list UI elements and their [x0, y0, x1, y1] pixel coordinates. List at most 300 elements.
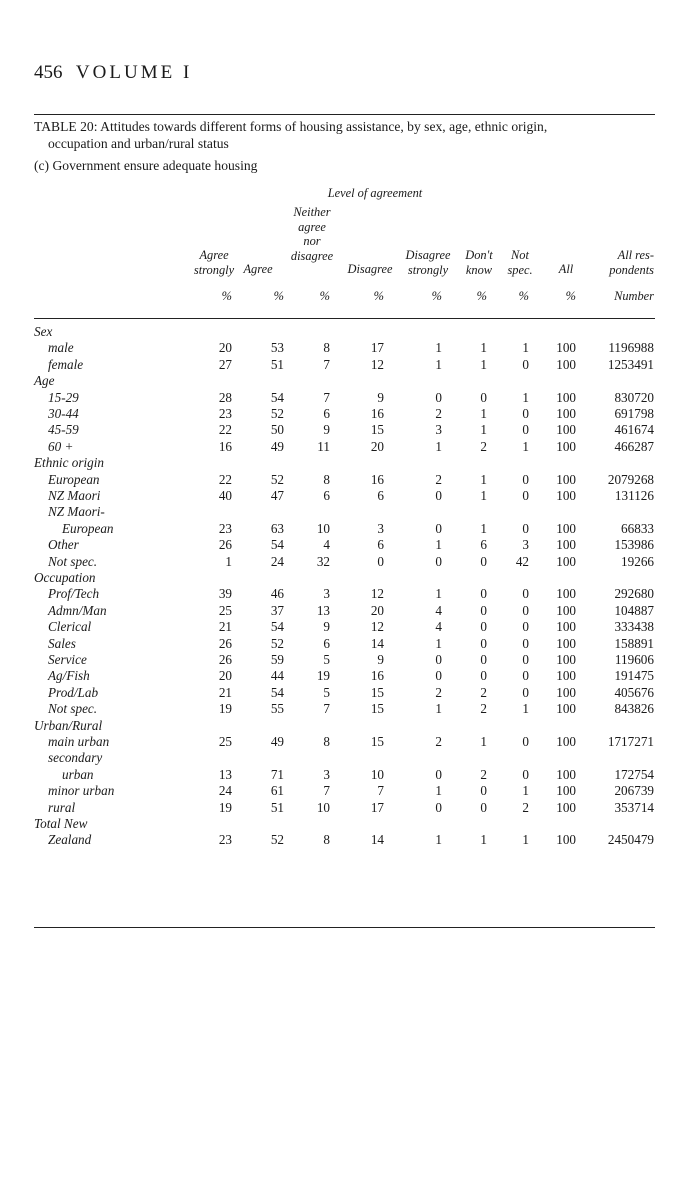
cell-neither: 3 [323, 586, 330, 602]
cell-dont-know: 1 [480, 734, 487, 749]
table-row [0, 422, 700, 438]
cell-agree: 37 [270, 602, 284, 618]
header-not-spec-line2: spec. [507, 262, 533, 277]
caption-line-2: occupation and urban/rural status [48, 135, 229, 151]
unit-dont-know: % [476, 289, 487, 303]
unit-not-spec: % [518, 289, 529, 303]
table-row [0, 406, 700, 422]
cell-all-respondents: 1717271 [607, 734, 654, 749]
cell-disagree-strongly: 1 [435, 701, 442, 717]
cell-agree-strongly: 20 [218, 340, 232, 356]
cell-dont-know: 0 [480, 389, 487, 405]
bottom-rule [34, 927, 655, 928]
cell-not-spec: 1 [522, 783, 529, 799]
cell-agree: 61 [270, 783, 284, 799]
table-row [0, 521, 700, 537]
cell-neither: 13 [316, 602, 330, 618]
cell-neither: 8 [323, 832, 330, 848]
cell-neither: 5 [323, 684, 330, 700]
cell-not-spec: 0 [522, 602, 529, 618]
table-group-label [0, 324, 700, 340]
cell-agree-strongly: 24 [218, 783, 232, 799]
cell-agree: 49 [270, 438, 284, 454]
cell-agree: 52 [270, 635, 284, 651]
cell-dont-know: 0 [480, 602, 487, 618]
cell-disagree-strongly: 4 [435, 619, 442, 635]
cell-agree: 54 [270, 537, 284, 553]
header-agree-strongly-line1: Agree [199, 248, 229, 262]
cell-disagree: 15 [370, 734, 384, 749]
row-label: Total New [34, 816, 88, 831]
row-label: Sex [34, 324, 53, 339]
table-row [0, 668, 700, 684]
cell-all-respondents: 830720 [614, 389, 654, 405]
row-label: NZ Maori- [48, 504, 105, 520]
table-row [0, 701, 700, 717]
table-row [0, 619, 700, 635]
cell-not-spec: 0 [522, 619, 529, 635]
cell-agree: 54 [270, 619, 284, 635]
cell-disagree-strongly: 0 [435, 668, 442, 684]
cell-neither: 11 [317, 438, 330, 454]
cell-dont-know: 1 [480, 406, 487, 421]
cell-all: 100 [556, 635, 576, 651]
header-dont-know-line1: Don't [465, 248, 493, 262]
cell-not-spec: 0 [522, 586, 529, 602]
cell-not-spec: 0 [522, 668, 529, 684]
row-label: European [48, 471, 100, 487]
caption-line-1: TABLE 20: Attitudes towards different forms of housing assistance, by sex, age, ethnic origin, [34, 119, 548, 134]
cell-disagree: 12 [370, 586, 384, 602]
cell-disagree-strongly: 1 [435, 438, 442, 454]
cell-agree: 52 [270, 471, 284, 487]
cell-all: 100 [556, 471, 576, 487]
row-label: secondary [48, 750, 103, 766]
row-label: Ethnic origin [34, 455, 104, 471]
cell-not-spec: 0 [522, 356, 529, 372]
cell-agree-strongly: 27 [218, 356, 232, 372]
cell-neither: 7 [323, 389, 330, 405]
header-not-spec-line1: Not [511, 248, 529, 262]
header-agree: Agree [243, 262, 273, 276]
cell-all-respondents: 172754 [614, 766, 654, 782]
cell-agree-strongly: 23 [218, 832, 232, 848]
cell-all-respondents: 405676 [614, 684, 654, 700]
cell-disagree: 15 [370, 701, 384, 717]
cell-disagree-strongly: 2 [435, 471, 442, 487]
cell-dont-know: 2 [480, 766, 487, 782]
row-label: Zealand [48, 832, 92, 848]
row-label: 15-29 [48, 389, 79, 405]
table-row [0, 800, 700, 816]
cell-disagree-strongly: 0 [435, 488, 442, 503]
cell-agree-strongly: 19 [218, 799, 232, 815]
cell-dont-know: 0 [480, 586, 487, 602]
cell-dont-know: 0 [480, 668, 487, 684]
cell-neither: 10 [316, 799, 330, 815]
header-all-respondents-line1: All res- [617, 248, 654, 262]
cell-all: 100 [556, 422, 576, 438]
cell-not-spec: 0 [522, 471, 529, 487]
row-label: Admn/Man [48, 602, 107, 618]
cell-dont-know: 1 [480, 471, 487, 487]
row-label: Not spec. [48, 553, 98, 569]
cell-all: 100 [556, 701, 576, 717]
cell-disagree-strongly: 1 [435, 832, 442, 848]
cell-not-spec: 1 [522, 389, 529, 405]
row-label: Ag/Fish [48, 668, 90, 684]
header-dont-know-line2: know [465, 262, 493, 277]
header-disagree-strongly-line1: Disagree [405, 248, 451, 262]
row-label: Sales [48, 635, 76, 651]
cell-all: 100 [556, 553, 576, 569]
cell-agree-strongly: 25 [218, 602, 232, 618]
cell-not-spec: 42 [515, 553, 529, 569]
cell-disagree-strongly: 0 [435, 520, 442, 536]
cell-all-respondents: 206739 [614, 783, 654, 799]
cell-agree: 54 [270, 684, 284, 700]
cell-disagree: 3 [377, 520, 384, 536]
cell-all: 100 [556, 832, 576, 848]
cell-disagree: 10 [370, 766, 384, 782]
cell-all: 100 [556, 619, 576, 635]
cell-neither: 9 [323, 619, 330, 635]
cell-not-spec: 0 [522, 406, 529, 421]
cell-agree: 71 [270, 766, 284, 782]
row-label: male [48, 340, 74, 356]
cell-disagree-strongly: 1 [435, 356, 442, 372]
cell-agree-strongly: 40 [218, 488, 232, 503]
row-label: main urban [48, 734, 110, 749]
cell-agree: 51 [270, 799, 284, 815]
table-row [0, 783, 700, 799]
table-row [0, 685, 700, 701]
cell-agree-strongly: 20 [218, 668, 232, 684]
table-group-label [0, 570, 700, 586]
cell-agree: 52 [270, 406, 284, 421]
unit-all: % [565, 289, 576, 303]
table-row [0, 357, 700, 373]
table-group-label [0, 718, 700, 734]
cell-neither: 5 [323, 652, 330, 667]
cell-all: 100 [556, 602, 576, 618]
cell-disagree: 15 [370, 422, 384, 438]
cell-disagree: 14 [370, 832, 384, 848]
cell-dont-know: 0 [480, 783, 487, 799]
table-row [0, 537, 700, 553]
table-group-label [0, 373, 700, 389]
cell-all: 100 [556, 520, 576, 536]
cell-not-spec: 0 [522, 684, 529, 700]
cell-disagree-strongly: 0 [435, 766, 442, 782]
cell-all-respondents: 353714 [614, 799, 654, 815]
table-subcaption: (c) Government ensure adequate housing [34, 158, 258, 173]
table-row [0, 767, 700, 783]
cell-agree: 24 [270, 553, 284, 569]
cell-disagree-strongly: 4 [435, 602, 442, 618]
cell-all: 100 [556, 652, 576, 667]
cell-neither: 8 [323, 340, 330, 356]
cell-dont-know: 0 [480, 635, 487, 651]
cell-agree: 53 [270, 340, 284, 356]
cell-all-respondents: 2450479 [607, 832, 654, 848]
cell-disagree-strongly: 3 [435, 422, 442, 438]
row-label: European [62, 520, 114, 536]
cell-dont-know: 6 [480, 537, 487, 553]
cell-dont-know: 1 [480, 832, 487, 848]
cell-disagree: 12 [370, 356, 384, 372]
cell-agree: 55 [270, 701, 284, 717]
cell-neither: 32 [316, 553, 330, 569]
cell-agree: 59 [270, 652, 284, 667]
cell-disagree-strongly: 0 [435, 652, 442, 667]
cell-neither: 6 [323, 488, 330, 503]
table-row [0, 340, 700, 356]
cell-disagree: 20 [370, 438, 384, 454]
cell-dont-know: 1 [480, 356, 487, 372]
cell-not-spec: 0 [522, 652, 529, 667]
cell-all-respondents: 1196988 [608, 340, 654, 356]
table-row [0, 652, 700, 668]
cell-neither: 8 [323, 471, 330, 487]
cell-all: 100 [556, 406, 576, 421]
cell-agree-strongly: 26 [218, 635, 232, 651]
cell-dont-know: 0 [480, 619, 487, 635]
cell-dont-know: 0 [480, 799, 487, 815]
cell-all: 100 [556, 340, 576, 356]
cell-agree-strongly: 19 [218, 701, 232, 717]
row-label: Prof/Tech [48, 586, 100, 602]
cell-all: 100 [556, 586, 576, 602]
table-row [0, 488, 700, 504]
row-label: urban [62, 766, 94, 782]
cell-disagree: 14 [370, 635, 384, 651]
cell-not-spec: 0 [522, 734, 529, 749]
header-disagree: Disagree [347, 262, 393, 276]
cell-agree: 50 [270, 422, 284, 438]
cell-agree-strongly: 23 [218, 406, 232, 421]
cell-disagree: 0 [377, 553, 384, 569]
cell-disagree-strongly: 0 [435, 799, 442, 815]
cell-dont-know: 0 [480, 553, 487, 569]
table-row [0, 832, 700, 848]
row-label: female [48, 356, 84, 372]
cell-disagree-strongly: 0 [435, 389, 442, 405]
cell-agree-strongly: 21 [218, 619, 232, 635]
cell-dont-know: 2 [480, 684, 487, 700]
cell-all: 100 [556, 389, 576, 405]
header-neither-line3: nor [303, 234, 321, 248]
cell-agree-strongly: 23 [218, 520, 232, 536]
row-label: NZ Maori [48, 488, 101, 503]
cell-all-respondents: 843826 [614, 701, 654, 717]
cell-all: 100 [556, 356, 576, 372]
cell-agree-strongly: 25 [218, 734, 232, 749]
cell-all-respondents: 2079268 [607, 471, 654, 487]
cell-neither: 8 [323, 734, 330, 749]
row-label: Urban/Rural [34, 717, 103, 733]
cell-disagree-strongly: 2 [435, 684, 442, 700]
cell-all-respondents: 153986 [614, 537, 654, 553]
cell-not-spec: 1 [522, 701, 529, 717]
cell-disagree-strongly: 1 [435, 340, 442, 356]
cell-agree-strongly: 21 [218, 684, 232, 700]
row-label: 30-44 [48, 406, 79, 421]
cell-agree-strongly: 39 [218, 586, 232, 602]
cell-all-respondents: 466287 [614, 438, 654, 454]
cell-not-spec: 1 [522, 438, 529, 454]
cell-disagree: 17 [370, 799, 384, 815]
unit-agree: % [273, 289, 284, 303]
cell-disagree: 16 [370, 471, 384, 487]
cell-not-spec: 1 [522, 340, 529, 356]
cell-not-spec: 0 [522, 488, 529, 503]
cell-disagree-strongly: 1 [435, 537, 442, 553]
cell-disagree-strongly: 1 [435, 783, 442, 799]
cell-all-respondents: 461674 [614, 422, 654, 438]
unit-neither: % [319, 289, 330, 303]
cell-disagree: 16 [370, 406, 384, 421]
header-all: All [558, 262, 574, 276]
cell-disagree: 15 [370, 684, 384, 700]
table-row [0, 439, 700, 455]
unit-agree-strongly: % [221, 289, 232, 303]
cell-all: 100 [556, 799, 576, 815]
cell-all-respondents: 158891 [614, 635, 654, 651]
table-group-label [0, 816, 700, 832]
cell-agree-strongly: 22 [218, 422, 232, 438]
cell-neither: 7 [323, 356, 330, 372]
cell-disagree-strongly: 1 [435, 586, 442, 602]
table-row [0, 734, 700, 750]
unit-disagree-strongly: % [431, 289, 442, 303]
cell-disagree: 9 [377, 389, 384, 405]
row-label: Not spec. [48, 701, 98, 717]
cell-neither: 19 [316, 668, 330, 684]
table-row [0, 390, 700, 406]
cell-all: 100 [556, 438, 576, 454]
cell-all-respondents: 119606 [614, 652, 654, 667]
cell-all: 100 [556, 488, 576, 503]
cell-disagree-strongly: 2 [435, 406, 442, 421]
table-group-label [0, 750, 700, 766]
cell-agree: 47 [270, 488, 284, 503]
cell-disagree: 6 [377, 537, 384, 553]
header-agree-strongly-line2: strongly [193, 262, 235, 277]
cell-neither: 6 [323, 635, 330, 651]
cell-agree: 46 [270, 586, 284, 602]
table-row [0, 636, 700, 652]
cell-agree-strongly: 16 [218, 438, 232, 454]
cell-all-respondents: 131126 [614, 488, 654, 503]
header-neither-line4: disagree [290, 248, 334, 263]
cell-not-spec: 1 [522, 832, 529, 848]
cell-disagree-strongly: 1 [435, 635, 442, 651]
table-row [0, 472, 700, 488]
table-row [0, 554, 700, 570]
unit-disagree: % [373, 289, 384, 303]
cell-all-respondents: 191475 [614, 668, 654, 684]
cell-agree: 44 [270, 668, 284, 684]
cell-all-respondents: 66833 [621, 520, 654, 536]
table-group-label [0, 504, 700, 520]
volume-label: VOLUME I [75, 62, 193, 83]
cell-all-respondents: 19266 [621, 553, 654, 569]
cell-all-respondents: 333438 [614, 619, 654, 635]
table-group-label [0, 455, 700, 471]
cell-neither: 7 [323, 701, 330, 717]
cell-agree: 54 [270, 389, 284, 405]
row-label: Occupation [34, 570, 96, 585]
header-all-respondents-line2: pondents [609, 262, 654, 277]
cell-disagree: 12 [370, 619, 384, 635]
cell-agree: 51 [270, 356, 284, 372]
cell-disagree-strongly: 0 [435, 553, 442, 569]
row-label: Service [48, 652, 87, 667]
cell-dont-know: 0 [480, 652, 487, 667]
cell-dont-know: 2 [480, 701, 487, 717]
cell-disagree: 16 [370, 668, 384, 684]
cell-all: 100 [556, 766, 576, 782]
cell-agree-strongly: 1 [225, 553, 232, 569]
cell-neither: 4 [323, 537, 330, 553]
cell-agree-strongly: 26 [218, 652, 232, 667]
cell-neither: 3 [323, 766, 330, 782]
cell-agree-strongly: 28 [218, 389, 232, 405]
cell-disagree: 6 [377, 488, 384, 503]
cell-agree-strongly: 22 [218, 471, 232, 487]
unit-all-respondents: Number [614, 289, 654, 303]
row-label: minor urban [48, 783, 115, 799]
cell-all: 100 [556, 783, 576, 799]
cell-all-respondents: 1253491 [607, 356, 654, 372]
cell-not-spec: 0 [522, 520, 529, 536]
cell-agree-strongly: 26 [218, 537, 232, 553]
cell-agree: 49 [270, 734, 284, 749]
cell-dont-know: 1 [480, 520, 487, 536]
row-label: Age [34, 373, 55, 389]
cell-all-respondents: 691798 [614, 406, 654, 421]
row-label: Other [48, 537, 79, 553]
cell-all: 100 [556, 668, 576, 684]
cell-not-spec: 2 [522, 799, 529, 815]
table-row [0, 603, 700, 619]
cell-neither: 9 [323, 422, 330, 438]
cell-dont-know: 1 [480, 340, 487, 356]
cell-dont-know: 2 [480, 438, 487, 454]
cell-all: 100 [556, 734, 576, 749]
cell-agree: 63 [270, 520, 284, 536]
cell-dont-know: 1 [480, 422, 487, 438]
cell-dont-know: 1 [480, 488, 487, 503]
header-disagree-strongly-line2: strongly [407, 262, 449, 277]
cell-neither: 7 [323, 783, 330, 799]
cell-not-spec: 3 [522, 537, 529, 553]
header-group-level-of-agreement: Level of agreement [327, 186, 423, 200]
cell-neither: 6 [323, 406, 330, 421]
cell-disagree: 9 [377, 652, 384, 667]
page-number: 456 [34, 62, 63, 83]
cell-all: 100 [556, 684, 576, 700]
cell-disagree: 20 [370, 602, 384, 618]
row-label: 45-59 [48, 422, 79, 438]
cell-all: 100 [556, 537, 576, 553]
row-label: Clerical [48, 619, 92, 635]
header-neither-line1: Neither [293, 205, 331, 219]
cell-not-spec: 0 [522, 635, 529, 651]
cell-not-spec: 0 [522, 422, 529, 438]
cell-all-respondents: 104887 [614, 602, 654, 618]
